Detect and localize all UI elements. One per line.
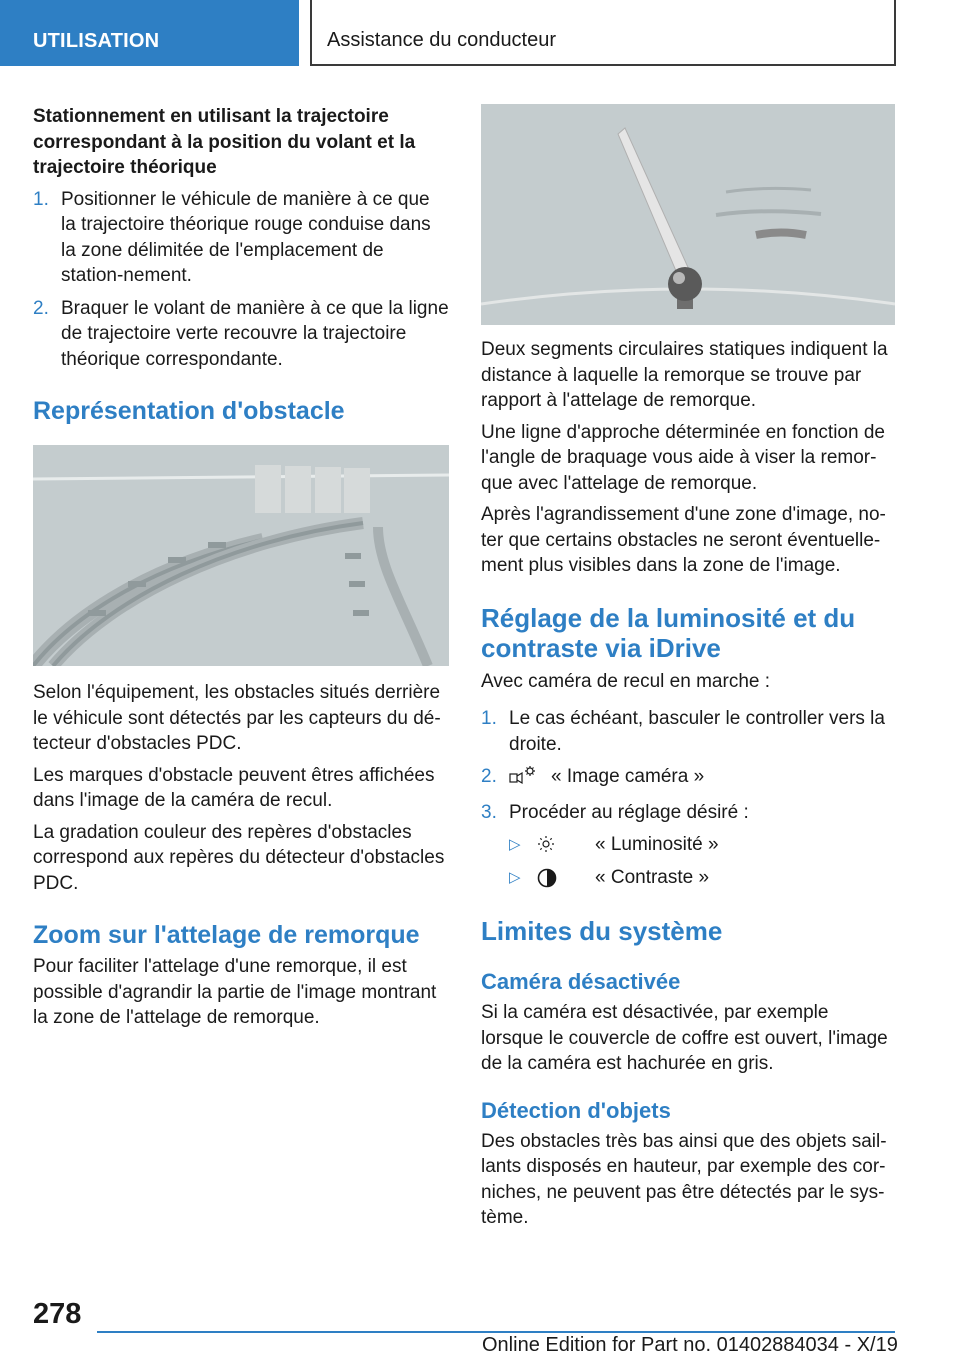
hitch-figure	[481, 104, 895, 325]
section-title: UTILISATION	[33, 30, 160, 52]
parking-heading: Stationnement en utilisant la trajectoire correspondant à la position du volant et la trajectoire théorique	[33, 106, 416, 178]
bullet-marker: ▷	[509, 836, 521, 853]
limits-heading: Limites du système	[481, 916, 723, 946]
list-item	[509, 865, 895, 891]
brightness-substeps	[481, 832, 895, 890]
left-column	[33, 104, 449, 1037]
step-number: 2.	[33, 297, 49, 319]
obstacle-paragraph: Les marques d'obstacle peuvent êtres affichées dans l'image de la caméra de recul.	[33, 764, 435, 811]
detection-heading: Détection d'objets	[481, 1097, 671, 1123]
chapter-title: Assistance du conducteur	[327, 29, 557, 51]
edition-text: Online Edition for Part no. 01402884034 - X/19	[482, 1334, 898, 1356]
list-item	[33, 187, 449, 289]
brightness-steps	[481, 706, 895, 825]
obstacle-paragraph: Selon l'équipement, les obstacles situés derrière le véhicule sont détectés par les capteurs du dé-tecteur d'obstacles PDC.	[33, 682, 441, 754]
brightness-intro: Avec caméra de recul en marche :	[481, 670, 771, 692]
detection-paragraph: Des obstacles très bas ainsi que des objets sail-lants disposés en hauteur, par exemple des cor-niches, ne peuvent pas être détectés par le sys-tème.	[481, 1130, 887, 1228]
camera-settings-icon	[509, 765, 537, 793]
camera-off-paragraph: Si la caméra est désactivée, par exemple lorsque le couvercle de coffre est ouvert, l'image de la caméra est hachurée en gris.	[481, 1002, 888, 1074]
hitch-paragraph: Après l'agrandissement d'une zone d'image, no-ter que certains obstacles ne seront éventuelle-ment plus visibles dans la zone de l'image.	[481, 504, 886, 576]
page-number: 278	[33, 1298, 82, 1330]
parking-steps	[33, 187, 449, 373]
hitch-paragraph: Deux segments circulaires statiques indiquent la distance à laquelle la remorque se trouve par rapport à l'attelage de remorque.	[481, 339, 888, 411]
obstacle-paragraph: La gradation couleur des repères d'obstacles correspond aux repères du détecteur d'obstacles PDC.	[33, 821, 445, 894]
zoom-paragraph: Pour faciliter l'attelage d'une remorque, il est possible d'agrandir la partie de l'image montrant la zone de l'attelage de remorque.	[33, 956, 437, 1028]
step-text: Procéder au réglage désiré :	[509, 801, 749, 823]
obstacle-illustration	[33, 445, 449, 666]
zoom-heading: Zoom sur l'attelage de remorque	[33, 921, 420, 949]
list-item	[33, 296, 449, 373]
sun-icon	[537, 835, 555, 861]
bullet-marker: ▷	[509, 868, 521, 886]
obstacle-figure	[33, 445, 449, 666]
step-number: 2.	[481, 766, 497, 787]
substep-text: « Contraste »	[595, 866, 710, 888]
step-number: 1.	[481, 708, 497, 729]
footer-divider	[97, 1331, 895, 1333]
list-item	[481, 706, 895, 757]
list-item	[481, 800, 895, 826]
right-column	[481, 104, 895, 1237]
contrast-icon	[537, 868, 557, 896]
step-text: « Image caméra »	[551, 766, 705, 787]
list-item	[481, 764, 895, 793]
list-item	[509, 832, 895, 858]
camera-off-heading: Caméra désactivée	[481, 969, 681, 994]
hitch-paragraph: Une ligne d'approche déterminée en fonction de l'angle de braquage vous aide à viser la remor-que avec l'attelage de remorque.	[481, 421, 885, 494]
chapter-box	[310, 0, 896, 66]
step-text: Le cas échéant, basculer le controller vers la droite.	[509, 708, 885, 755]
substep-text: « Luminosité »	[595, 834, 719, 855]
step-text: Braquer le volant de manière à ce que la ligne de trajectoire verte recouvre la trajectoire théorique correspondante.	[61, 297, 449, 370]
step-number: 3.	[481, 801, 497, 823]
brightness-heading: Réglage de la luminosité et du contraste via iDrive	[481, 602, 856, 663]
obstacle-heading: Représentation d'obstacle	[33, 397, 345, 425]
step-text: Positionner le véhicule de manière à ce que la trajectoire théorique rouge conduise dans la zone délimitée de l'emplacement de station-nement.	[61, 188, 431, 286]
section-tab	[0, 0, 299, 66]
step-number: 1.	[33, 188, 49, 210]
hitch-illustration	[481, 104, 895, 325]
